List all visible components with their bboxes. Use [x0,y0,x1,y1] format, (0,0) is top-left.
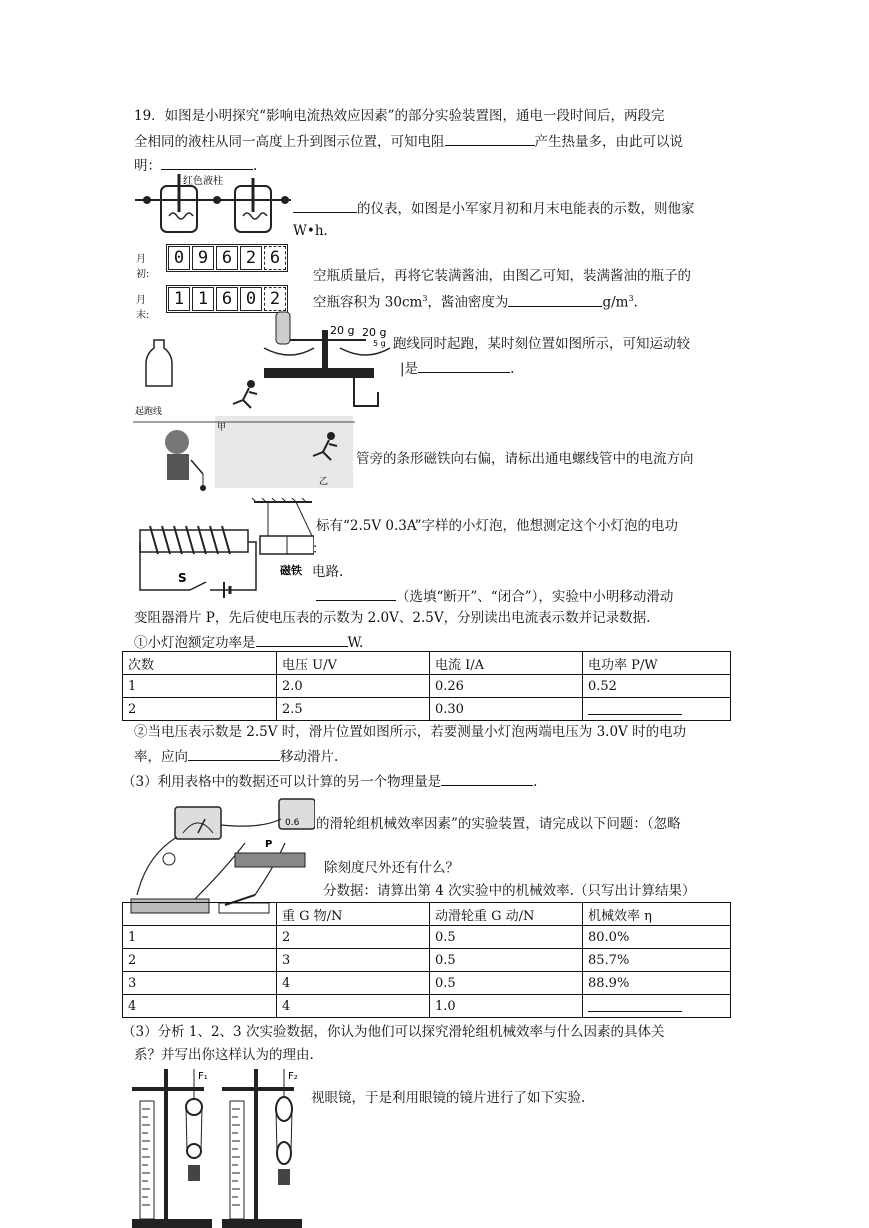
lamp-line-e: 变阻器滑片 P，先后使电压表的示数为 2.0V、2.5V，分别读出电流表示数并记录数据. [134,610,651,626]
pulley-line-a: 的滑轮组机械效率因素”的实验装置，请完成以下问题：（忽略 [316,816,681,832]
meter-digit: 2 [240,246,262,270]
table-row [123,995,731,1018]
answer-blank-power-2[interactable] [588,700,682,715]
answer-blank-conclusion[interactable] [161,155,253,170]
table-header-cell: 重 G 物/N [277,903,430,926]
table-cell: 4 [123,995,277,1018]
table-cell: 85.7% [583,949,731,972]
table-cell: 2 [123,949,277,972]
force-label-f1: F₁ [198,1071,208,1082]
weight-label: 20 g [330,324,355,337]
table-cell: 3 [123,972,277,995]
weight-label: 20 g [362,326,387,339]
table-cell-answer[interactable] [583,995,731,1018]
table-header-cell: 次数 [123,652,277,675]
weight-label: 5 g [373,339,386,348]
after-table1-line-c: （3）利用表格中的数据还可以计算的另一个物理量是 . [122,771,537,791]
table-cell: 88.9% [583,972,731,995]
table-cell: 0.5 [430,926,583,949]
table-header-cell: 电压 U/V [277,652,430,675]
answer-blank-efficiency-4[interactable] [588,997,682,1012]
ammeter-label: 0.6 [285,818,300,828]
answer-blank-slider-direction[interactable] [188,746,280,761]
lamp-data-table [122,651,731,721]
answer-blank-meter-name[interactable] [293,198,357,213]
table-cell: 0.52 [583,675,731,698]
heat-figure-label: 红色液柱 [183,176,223,187]
meter-digit: 0 [240,287,262,311]
table-row [123,949,731,972]
meter-digit: 1 [192,287,214,311]
meter-digit: 6 [216,246,238,270]
table-row [123,698,731,721]
force-label-f2: F₂ [288,1071,298,1082]
table-cell: 2.0 [277,675,430,698]
start-line-label: 起跑线 [135,407,163,417]
table-cell: 2.5 [277,698,430,721]
runner-yi-label: 乙 [319,477,329,487]
meter-digit: 0 [168,246,190,270]
table-cell: 2 [123,698,277,721]
pulley-stand-figure [128,1065,308,1228]
meter-digit: 9 [192,246,214,270]
answer-blank-resistor[interactable] [445,131,535,146]
answer-blank-switch-state[interactable] [316,586,396,601]
meter-digit: 1 [168,287,190,311]
table-cell: 0.26 [430,675,583,698]
table-row [123,926,731,949]
pulley-line-b: 除刻度尺外还有什么？ [324,860,459,876]
table-cell: 0.30 [430,698,583,721]
table-cell: 1 [123,926,277,949]
answer-blank-faster[interactable] [418,358,510,373]
bottle-line-a: 空瓶质量后，再将它装满酱油，由图乙可知，装满酱油的瓶子的 [313,268,691,284]
runner-jia-label: 甲 [217,423,227,433]
table-cell: 80.0% [583,926,731,949]
after-table1-line-a: ②当电压表示数是 2.5V 时，滑片位置如图所示，若要测量小灯泡两端电压为 3.0V 时的电功 [134,724,687,740]
bottle-line-b: 空瓶容积为 $30cm^3$，酱油密度为 $g/m^3$. [313,290,638,312]
lamp-line-a: 标有“2.5V 0.3A”字样的小灯泡，他想测定这个小灯泡的电功 [316,518,679,534]
table-cell: 4 [277,972,430,995]
after-table2-line-b: 系？并写出你这样认为的理由. [134,1047,314,1063]
race-line-a: 跑线同时起跑，某时刻位置如图所示，可知运动较 [393,336,690,352]
lamp-line-d: （选填“断开”、“闭合”），实验中小明移动滑动 [316,586,673,606]
solenoid-figure [136,498,314,600]
table-header-cell: 机械效率 η [583,903,731,926]
table-cell: 0.5 [430,949,583,972]
lamp-line-c: 电路. [312,564,344,580]
answer-blank-rated-power[interactable] [256,632,348,647]
table-header-row [123,903,731,926]
table-header-row [123,652,731,675]
pulley-data-table [122,902,731,1018]
slider-label: P [265,839,273,850]
table-row [123,675,731,698]
race-figure [133,378,355,493]
meter-line-b: W•h. [293,223,328,239]
lamp-line-b: ： [312,541,326,557]
magnet-label: 磁铁 [280,564,302,577]
pulley-line-c: 分数据：请算出第 4 次实验中的机械效率.（只写出计算结果） [323,883,696,899]
q19-line-2: 全相同的液柱从同一高度上升到图示位置，可知电阻 产生热量多，由此可以说 [134,131,683,151]
table-header-cell: 动滑轮重 G 动/N [430,903,583,926]
heat-apparatus-figure [133,172,293,240]
q19-line-1: 19．如图是小明探究“影响电流热效应因素”的部分实验装置图，通电一段时间后，两段完 [134,108,665,124]
table-cell: 1.0 [430,995,583,1018]
meter-digit-decimal: 6 [264,246,286,270]
meter-digit-decimal: 2 [264,287,286,311]
table-cell: 0.5 [430,972,583,995]
table-header-cell: 电功率 P/W [583,652,731,675]
solenoid-line-a: 管旁的条形磁铁向右偏，请标出通电螺线管中的电流方向 [356,451,694,467]
q19-line-3: 明： . [134,155,257,175]
answer-blank-other-quantity[interactable] [441,771,533,786]
table-cell-answer[interactable] [583,698,731,721]
meter-line-a: 的仪表，如图是小军家月初和月末电能表的示数，则他家 [293,198,695,218]
after-table2-line-a: （3）分析 1、2、3 次实验数据，你认为他们可以探究滑轮组机械效率与什么因素的具体关 [122,1024,665,1040]
table-row [123,972,731,995]
race-line-b: |是 . [400,358,514,378]
lamp-line-f: ①小灯泡额定功率是 W. [134,632,363,652]
meter-digit: 6 [216,287,238,311]
table-header-cell [123,903,277,926]
answer-blank-density[interactable] [508,292,602,307]
switch-label: S [178,571,187,585]
table-cell: 2 [277,926,430,949]
glasses-line-a: 视眼镜，于是利用眼镜的镜片进行了如下实验. [311,1090,586,1106]
table-cell: 1 [123,675,277,698]
after-table1-line-b: 率，应向 移动滑片. [134,746,338,766]
table-cell: 4 [277,995,430,1018]
table-header-cell: 电流 I/A [430,652,583,675]
table-cell: 3 [277,949,430,972]
